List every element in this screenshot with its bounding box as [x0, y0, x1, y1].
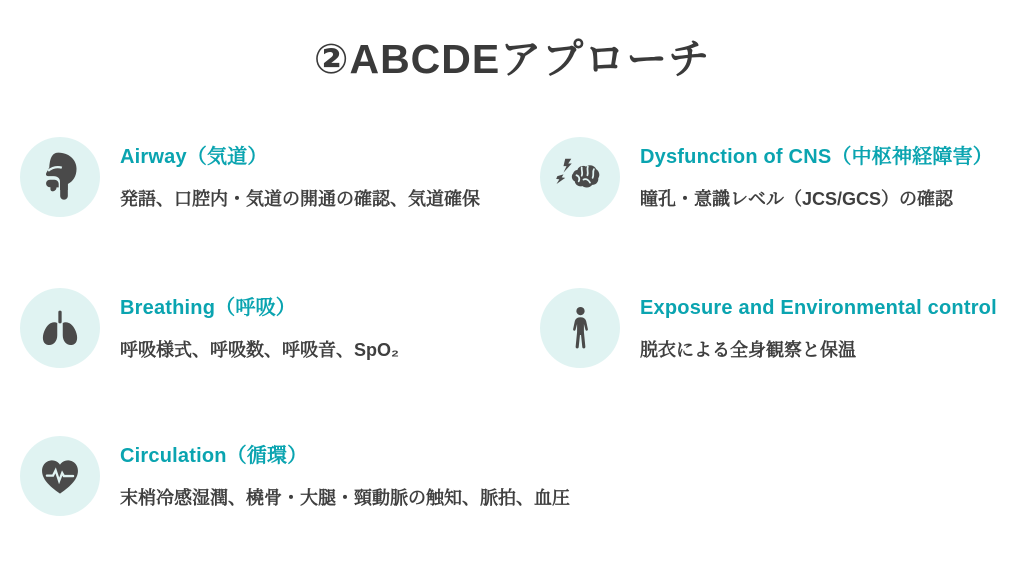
- lungs-icon: [38, 309, 82, 347]
- item-cns: [540, 137, 993, 217]
- person-icon: [567, 305, 594, 351]
- item-heading-exposure: Exposure and Environmental control: [640, 297, 997, 319]
- cns-icon-circle: [540, 137, 620, 217]
- item-text: [640, 137, 993, 211]
- item-circulation: [20, 436, 570, 516]
- item-heading-airway: Airway（気道）: [120, 146, 268, 168]
- item-heading-cns: Dysfunction of CNS（中枢神経障害）: [640, 146, 993, 168]
- item-breathing: [20, 288, 399, 368]
- item-text: [120, 288, 399, 362]
- item-heading-breathing: Breathing（呼吸）: [120, 297, 296, 319]
- page-title: ②ABCDEアプローチ: [313, 36, 711, 82]
- circulation-icon-circle: [20, 436, 100, 516]
- item-text: [640, 288, 997, 362]
- item-body-circulation: 末梢冷感湿潤、橈骨・大腿・頸動脈の触知、脈拍、血圧: [120, 488, 570, 508]
- item-exposure: [540, 288, 997, 368]
- item-text: [120, 436, 570, 510]
- exposure-icon-circle: [540, 288, 620, 368]
- brain-lightning-icon: [554, 157, 606, 197]
- heart-pulse-icon: [39, 457, 81, 496]
- item-heading-circulation: Circulation（循環）: [120, 445, 308, 467]
- item-body-cns: 瞳孔・意識レベル（JCS/GCS）の確認: [640, 189, 954, 209]
- item-body-breathing: 呼吸様式、呼吸数、呼吸音、SpO₂: [120, 340, 399, 360]
- airway-icon-circle: [20, 137, 100, 217]
- breathing-icon-circle: [20, 288, 100, 368]
- item-airway: [20, 137, 480, 217]
- item-text: [120, 137, 480, 211]
- item-body-airway: 発語、口腔内・気道の開通の確認、気道確保: [120, 189, 480, 209]
- item-body-exposure: 脱衣による全身観察と保温: [640, 340, 856, 360]
- head-airway-icon: [40, 151, 80, 203]
